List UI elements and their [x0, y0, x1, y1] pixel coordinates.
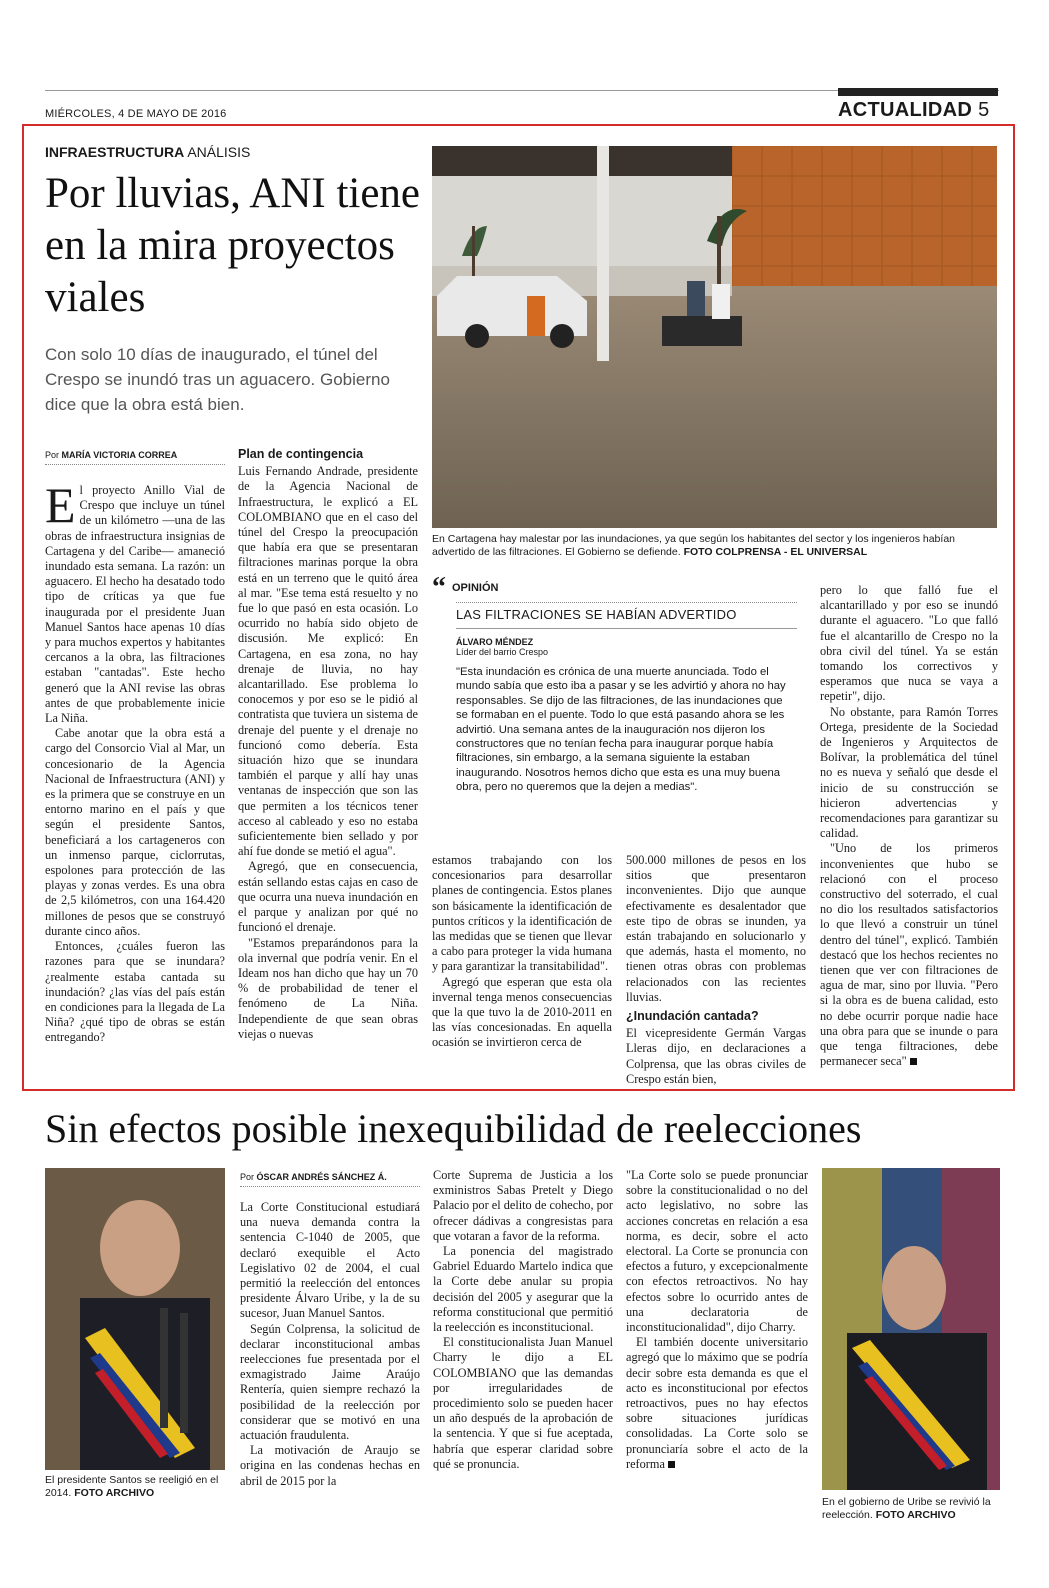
article-column-5: [820, 583, 998, 1070]
paragraph: Corte Suprema de Justicia a los exministros Sabas Pretelt y Diego Palacio por el delito de cohecho, por ofrecer dádivas a congresistas para que votaran a favor de la reforma.: [433, 1168, 613, 1243]
section-subtitle: ¿Inundación cantada?: [626, 1009, 759, 1024]
paragraph: No obstante, para Ramón Torres Ortega, presidente de la Sociedad de Ingenieros y Arquitectos de Bolívar, la problemática del túnel no es nueva y señaló que desde el inicio de su construcción se hicieron advertencias y recomendaciones para garantizar su calidad.: [820, 704, 998, 841]
paragraph: Entonces, ¿cuáles fueron las razones para que se inundara? ¿realmente estaba cantada su inundación? ¿las vías del país están en condiciones para la llegada de La Niña? ¿qué tipo de obras se están entregando?: [45, 939, 225, 1045]
article-column-1: [45, 477, 225, 1046]
paragraph-text: l proyecto Anillo Vial de Crespo que incluye un túnel de un kilómetro —una de las obras de infraestructura insignias de Cartagena y del Caribe— amaneció inundado esta semana. La razón: un aguacero. El hecho ha desatado todo tipo de críticas ya que fue inaugurada por el presidente Juan Manuel Santos hace apenas 10 días y para muchos expertos y habitantes cercanos a la obra, las filtraciones estaban "cantadas". Este hecho generó que la ANI revise las obras antes de que probablemente inicie La Niña.: [45, 483, 225, 726]
photo-caption: [432, 533, 997, 559]
end-mark-icon: [668, 1461, 675, 1468]
photo-caption-text: En Cartagena hay malestar por las inundaciones, ya que según los habitantes del sector y los ingenieros habían advertido de las filtraciones. El Gobierno se defiende.: [432, 533, 955, 558]
article-headline: Por lluvias, ANI tiene en la mira proyectos viales: [45, 170, 421, 321]
uribe-photo: [822, 1168, 1000, 1490]
paragraph: "La Corte solo se puede pronunciar sobre la constitucionalidad o no del acto legislativo, no sobre las acciones concretas en relación a esa norma, es decir, sobre el acto electoral. La Corte se pronuncia con efectos a futuro, y excepcionalmente con efectos retroactivos. No hay efectos sobre lo ocurrido antes de una declaratoria de inconstitucionalidad", dijo Charry.: [626, 1168, 808, 1335]
page-number: 5: [978, 99, 990, 121]
paragraph: Cabe anotar que la obra está a cargo del Consorcio Vial al Mar, un concesionario de la Agencia Nacional de Infraestructura (ANI) y es la primera que se construye en un entorno marino en el país y que según el presidente Santos, beneficiará a los cartageneros con un inmenso parque, ciclorrutas, espolones para protección de las playas y zonas verdes. Es una obra de 2,5 kilómetros, con una 164.420 millones de pesos que se construyó durante cinco años.: [45, 726, 225, 938]
opinion-box: [432, 572, 797, 848]
santos-photo: [45, 1168, 225, 1470]
santos-photo-illustration: [45, 1168, 225, 1470]
paragraph: El constitucionalista Juan Manuel Charry le dijo a EL COLOMBIANO que las demandas por irregularidades de procedimiento solo se pueden hacer un año después de la aprobación de la sentencia. Y que si fue aceptada, habría que esperar claridad sobre qué se pronuncia.: [433, 1335, 613, 1471]
paragraph: estamos trabajando con los concesionarios para desarrollar planes de contingencia. Estos planes son básicamente la identificación de puntos críticos y la identificación de las medidas que se tienen que llevar a cabo para proteger la vida humana y para garantizar la transitabilidad".: [432, 853, 612, 974]
paragraph: "Estamos preparándonos para la ola invernal que podría venir. En el Ideam nos han dicho que hay un 70 % de probabilidad de tener el fenómeno de La Niña. Independiente de que sean obras viejas o nuevas: [238, 935, 418, 1041]
paragraph: pero lo que falló fue el alcantarillado y por eso se inundó durante el aguacero. "Lo que falló fue el alcantarillo de Crespo no la obra civil del túnel. Ya se están tomando los correctivos y esperamos que nuca se vaya a repetir", dijo.: [820, 583, 998, 704]
paragraph: La motivación de Araujo se origina en las condenas hechas en abril de 2015 por la: [240, 1443, 420, 1488]
paragraph: El vicepresidente Germán Vargas Lleras dijo, en declaraciones a Colprensa, que las obras civiles de Crespo están bien,: [626, 1026, 806, 1086]
paragraph: Agregó, que en consecuencia, están sellando estas cajas en caso de que ocurra una nueva inundación en el parque y analizan por qué no funcionó el drenaje.: [238, 859, 418, 935]
paragraph-text: El también docente universitario agregó que lo máximo que se podría decir sobre esta demanda es que el acto es inconstitucional por efectos retroactivos, pues no hay efectos sobre situaciones jurídicas consolidadas. La Corte solo se pronunciaría sobre el acto de la reforma: [626, 1335, 808, 1471]
paragraph-text: "Uno de los primeros inconvenientes que hubo se relacionó con el proceso constructivo del soterrado, el cual no dio los resultados satisfactorios lo que llevó a construir un túnel dentro del túnel", explicó. También destacó que los hechos recientes no tienen que ver con filtraciones de agua de mar, sino por lluvia. "Pero si la obra es de buena calidad, esto no debe ocurrir porque nadie hace una obra para que se inunde o para que tenga filtraciones, debe permanecer seca": [820, 841, 998, 1069]
kicker-type: ANÁLISIS: [187, 144, 251, 160]
uribe-credit: FOTO ARCHIVO: [875, 1509, 956, 1521]
paragraph: 500.000 millones de pesos en los sitios que presentaron inconvenientes. Dijo que aunque efectivamente es desalentador que este tipo de obras se inunden, ya están trabajando en solucionarlo y que además, hasta el momento, no tienen otras obras con problemas relacionados con las recientes lluvias.: [626, 853, 806, 1004]
paragraph: La Corte Constitucional estudiará una nueva demanda contra la sentencia C-1040 de 2005, que declaró exequible el Acto Legislativo 02 de 2004, el cual permitió la reelección del entonces presidente Álvaro Uribe, y la de su sucesor, Juan Manuel Santos.: [240, 1200, 420, 1321]
photo-credit: FOTO COLPRENSA - EL UNIVERSAL: [683, 546, 868, 558]
byline-prefix: Por: [45, 450, 60, 460]
opinion-role: Líder del barrio Crespo: [456, 647, 549, 657]
opinion-text: "Esta inundación es crónica de una muerte anunciada. Todo el mundo sabía que esto iba a pasar y se les advirtió y ahora no hay responsables. Se dijo de las filtraciones, de las inundaciones que se formaban en el puente. Todo lo que está pasando ahora se les advirtió. Una semana antes de la inauguración nos dijeron los constructores que no tenían fecha para inaugurar porque había filtraciones, sin embargo, a la semana siguiente la estaban inaugurando. Nosotros hemos dicho que esta es una muy buena obra, pero no queremos que la dejen a medias".: [456, 666, 786, 794]
paragraph: Agregó que esperan que esta ola invernal tenga menos consecuencias que la que tuvo la de 2010-2011 en las vías concesionadas. En aquella ocasión se invirtieron cerca de: [432, 974, 612, 1050]
paragraph: Luis Fernando Andrade, presidente de la Agencia Nacional de Infraestructura, le explicó a EL COLOMBIANO que en el caso del túnel del Crespo la preocupación que había era que se presentaran filtraciones marinas porque la obra está en un terreno que le quitó área al mar. "Ese tema está resuelto y no fue lo que pasó en esta ocasión. Lo ocurrido no había sido objeto de discusión. Me explicó: En Cartagena, en esa zona, no hay drenaje de lluvia, no hay alcantarillado. Ese problema lo conocemos y por eso se le pidió al contratista que tuviera un sistema de drenaje del puente y el drenaje no funcionó como debería. Esta situación hizo que se inundara también el parque y allí hay unas ventanas de inspección que son las que permiten a los técnicos tener acceso al cableado y eso no estaba suficientemente bien sellado y por ahí fue donde se metió el agua".: [238, 464, 418, 859]
santos-caption: [45, 1474, 225, 1500]
article2-column-1: [240, 1200, 420, 1489]
end-mark-icon: [910, 1058, 917, 1065]
section-subtitle: Plan de contingencia: [238, 447, 364, 461]
opinion-header: [432, 572, 797, 603]
paragraph: [626, 1335, 808, 1472]
santos-caption-text: El presidente Santos se reeligió en el 2014.: [45, 1474, 219, 1499]
article2-headline: Sin efectos posible inexequibilidad de reelecciones: [45, 1106, 862, 1151]
byline-author: MARÍA VICTORIA CORREA: [61, 450, 178, 460]
flood-photo: [432, 146, 997, 528]
byline-author: ÓSCAR ANDRÉS SÁNCHEZ Á.: [256, 1172, 387, 1182]
paragraph: La ponencia del magistrado Gabriel Eduardo Martelo indica que la Corte debe anular su propia decisión del 2005 y asegurar que la reforma constitucional que permitió la reelección es inconstitucional.: [433, 1244, 613, 1335]
uribe-caption: [822, 1496, 1000, 1522]
flood-photo-illustration: [432, 146, 997, 528]
article2-column-3: [626, 1168, 808, 1472]
opinion-rule-2: [456, 628, 797, 629]
issue-date: MIÉRCOLES, 4 DE MAYO DE 2016: [45, 108, 227, 120]
article2-column-2: [433, 1168, 613, 1472]
section-label: [838, 99, 990, 122]
opinion-title: LAS FILTRACIONES SE HABÍAN ADVERTIDO: [456, 607, 737, 622]
byline-prefix: Por: [240, 1172, 255, 1182]
opinion-rule: [456, 602, 797, 603]
section-name: ACTUALIDAD: [838, 99, 973, 121]
article-column-3: [432, 853, 612, 1051]
opinion-label: OPINIÓN: [452, 582, 499, 594]
article-subhead: Con solo 10 días de inaugurado, el túnel del Crespo se inundó tras un aguacero. Gobierno dice que la obra está bien.: [45, 345, 390, 414]
article-column-2: [238, 447, 418, 1042]
paragraph: [45, 477, 225, 726]
uribe-photo-illustration: [822, 1168, 1000, 1490]
santos-credit: FOTO ARCHIVO: [74, 1487, 155, 1499]
article-column-4: [626, 853, 806, 1087]
article-byline: [45, 450, 225, 465]
paragraph: [820, 841, 998, 1069]
article-kicker: [45, 144, 250, 160]
drop-cap: E: [45, 477, 76, 533]
section-bar: [838, 88, 998, 96]
quote-icon: “: [432, 572, 446, 603]
opinion-author: ÁLVARO MÉNDEZ: [456, 637, 534, 647]
kicker-topic: INFRAESTRUCTURA: [45, 144, 185, 160]
paragraph: Según Colprensa, la solicitud de declarar inconstitucional ambas reelecciones fue presentada por el exmagistrado Jaime Araújo Rentería, quien siempre rechazó la posibilidad de la reelección por considerar que se motivó en una actuación fraudulenta.: [240, 1321, 420, 1443]
uribe-caption-text: En el gobierno de Uribe se revivió la reelección.: [822, 1496, 991, 1521]
article2-byline: [240, 1172, 420, 1187]
